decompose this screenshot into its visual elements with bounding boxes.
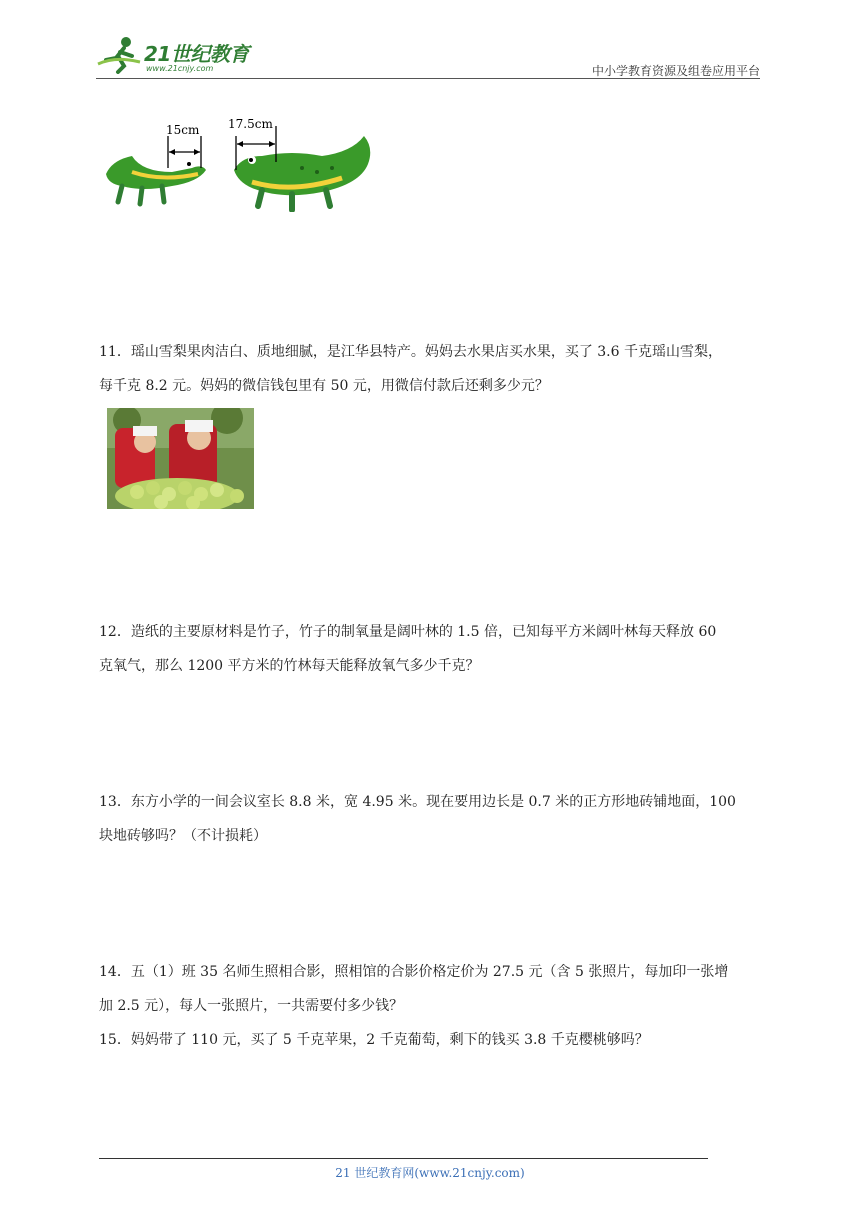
header-divider <box>96 78 760 79</box>
question-text-line: 东方小学的一间会议室长 8.8 米，宽 4.95 米。现在要用边长是 0.7 米的正方形地砖铺地面，100 <box>130 794 736 810</box>
question-text-line: 造纸的主要原材料是竹子，竹子的制氧量是阔叶林的 1.5 倍，已知每平方米阔叶林每天释放 60 <box>130 624 717 640</box>
question-text-line: 瑶山雪梨果肉洁白、质地细腻，是江华县特产。妈妈去水果店买水果，买了 3.6 千克瑶山雪梨， <box>130 344 722 360</box>
header-platform-text: 中小学教育资源及组卷应用平台 <box>591 64 760 78</box>
big-crocodile-icon <box>234 136 370 210</box>
site-logo <box>96 34 266 74</box>
question-13 <box>99 785 763 853</box>
question-text-line: 五（1）班 35 名师生照相合影，照相馆的合影价格定价为 27.5 元（含 5 张照片，每加印一张增 <box>130 964 729 980</box>
pear-harvest-photo <box>107 408 254 509</box>
question-11 <box>99 335 763 403</box>
footer-divider <box>99 1158 708 1159</box>
footer-text: 21 世纪教育网(www.21cnjy.com) <box>335 1166 525 1180</box>
question-number: 13． <box>99 794 131 810</box>
question-text-line: 妈妈带了 110 元，买了 5 千克苹果，2 千克葡萄，剩下的钱买 3.8 千克樱桃够吗？ <box>130 1032 649 1048</box>
small-crocodile-label: 15cm <box>166 123 200 137</box>
question-14 <box>99 955 763 1023</box>
question-12 <box>99 615 763 683</box>
question-text-line: 每千克 8.2 元。妈妈的微信钱包里有 50 元，用微信付款后还剩多少元？ <box>99 378 549 394</box>
question-text-line: 克氧气，那么 1200 平方米的竹林每天能释放氧气多少千克？ <box>99 658 480 674</box>
question-number: 15． <box>99 1032 131 1048</box>
question-number: 12． <box>99 624 131 640</box>
small-crocodile-icon <box>106 156 206 204</box>
crocodile-figure <box>102 112 377 212</box>
logo-main-text: 21世纪教育 <box>144 42 249 66</box>
question-number: 14． <box>99 964 131 980</box>
question-text-line: 加 2.5 元），每人一张照片，一共需要付多少钱？ <box>99 998 404 1014</box>
big-crocodile-label: 17.5cm <box>228 117 273 131</box>
question-15 <box>99 1023 763 1057</box>
question-text-line: 块地砖够吗？（不计损耗） <box>99 828 267 844</box>
page-header <box>96 30 760 78</box>
question-number: 11． <box>99 344 131 360</box>
logo-sub-text: www.21cnjy.com <box>146 64 214 73</box>
runner-logo-icon <box>96 34 142 74</box>
